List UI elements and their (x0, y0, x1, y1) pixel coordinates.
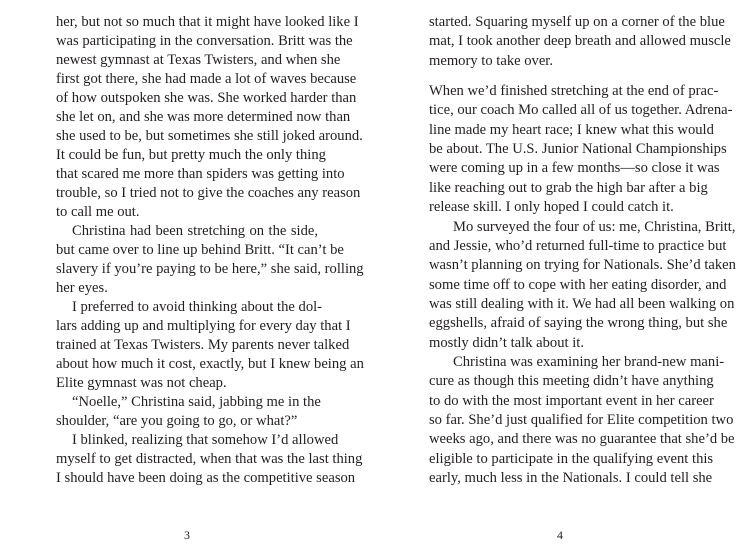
left-page (0, 0, 373, 560)
text-line: eligible to participate in the qualifying event this (429, 450, 714, 467)
text-line: started. Squaring myself up on a corner of the blue (429, 14, 725, 30)
text-line: to call me out. (56, 204, 140, 220)
text-line: I preferred to avoid thinking about the dol- (72, 299, 323, 315)
text-line: myself to get distracted, when that was the last thing (56, 451, 363, 467)
text-line: her, but not so much that it might have looked like I (56, 14, 359, 30)
text-line: tice, our coach Mo called all of us together. Adrena- (429, 102, 733, 119)
text-line: It could be fun, but pretty much the only thing (56, 147, 326, 163)
text-line: When we’d finished stretching at the end of prac- (429, 83, 719, 99)
text-line: cure as though this meeting didn’t have anything (429, 373, 714, 390)
text-line: Christina had been stretching on the side, (72, 223, 318, 239)
text-line: she let on, and she was more determined now than (56, 109, 351, 125)
text-line: like reaching out to grab the high bar after a big (429, 179, 708, 196)
text-line: early, much less in the Nationals. I could tell she (429, 470, 713, 486)
text-line: trained at Texas Twisters. My parents never talked (56, 337, 350, 353)
text-line: mat, I took another deep breath and allowed muscle (429, 33, 731, 50)
text-line: weeks ago, and there was no guarantee that she’d be (429, 431, 735, 448)
text-line: was still dealing with it. We had all been walking on (429, 295, 735, 312)
text-line: and Jessie, who’d returned full-time to practice but (429, 237, 727, 254)
text-line: eggshells, afraid of saying the wrong thing, but she (429, 315, 728, 332)
text-line: some time off to cope with her eating disorder, and (429, 276, 727, 293)
page-number: 4 (557, 528, 563, 542)
text-line: of how outspoken she was. She worked harder than (56, 90, 357, 106)
text-line: she used to be, but sometimes she still joked around. (56, 128, 363, 144)
text-line: memory to take over. (429, 52, 554, 69)
text-line: about how much it cost, exactly, but I knew being an (56, 356, 364, 372)
text-line: that scared me more than spiders was getting into (56, 166, 345, 182)
text-line: wasn’t planning on trying for Nationals. She’d taken (429, 257, 736, 274)
text-line: Mo surveyed the four of us: me, Christina, Britt, (453, 218, 736, 235)
text-line: line made my heart race; I knew what this would (429, 121, 714, 138)
text-line: lars adding up and multiplying for every day that I (56, 318, 351, 334)
text-line: Elite gymnast was not cheap. (56, 375, 227, 391)
text-line: Christina was examining her brand-new mani- (453, 353, 725, 370)
text-line: so far. She’d just qualified for Elite competition two (429, 412, 734, 428)
text-line: be about. The U.S. Junior National Championships (429, 141, 727, 158)
text-line: newest gymnast at Texas Twisters, and when she (56, 52, 341, 68)
text-line: I blinked, realizing that somehow I’d allowed (72, 432, 339, 448)
text-line: to do with the most important event in her career (429, 392, 714, 409)
page-number: 3 (184, 528, 190, 542)
text-line: were coming up in a few months—so close it was (429, 160, 720, 177)
right-page (374, 0, 747, 560)
text-line: I should have been doing as the competitive season (56, 470, 356, 486)
text-line: trouble, so I tried not to give the coaches any reason (56, 185, 361, 201)
text-line: “Noelle,” Christina said, jabbing me in the (72, 394, 321, 410)
text-line: was participating in the conversation. Britt was the (56, 33, 353, 49)
text-line: release skill. I only hoped I could catch it. (429, 199, 674, 216)
text-line: shoulder, “are you going to go, or what?” (56, 413, 298, 429)
text-line: but came over to line up behind Britt. “It can’t be (56, 242, 344, 258)
text-line: her eyes. (56, 280, 108, 296)
text-line: slavery if you’re paying to be here,” she said, rolling (56, 261, 364, 277)
text-line: mostly didn’t talk about it. (429, 334, 584, 351)
text-line: first got there, she had made a lot of waves because (56, 71, 357, 87)
